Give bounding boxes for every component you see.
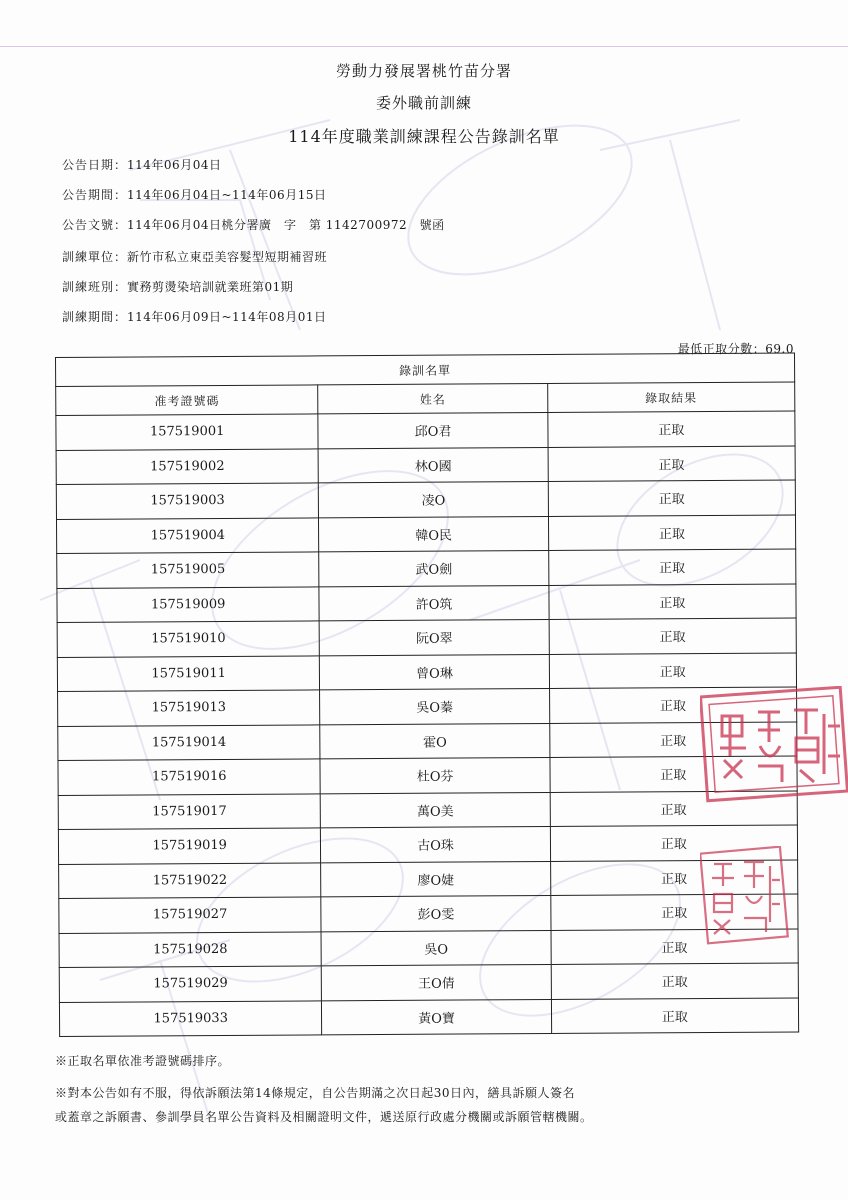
table-row [57, 583, 796, 622]
cell-name: 邱O君 [318, 412, 548, 448]
note-appeal-line-1: ※對本公告如有不服，得依訴願法第14條規定，自公告期滿之次日起30日內，繕具訴願人簽名 [55, 1086, 576, 1100]
admission-list-table [55, 352, 799, 1037]
cell-exam-number: 157519003 [56, 483, 319, 519]
announce-doc-number: 公告文號：114年06月04日桃分署廣 字 第 1142700972 號函 [62, 218, 445, 232]
table-row [56, 445, 795, 484]
cell-exam-number: 157519016 [58, 759, 321, 795]
agency-title: 勞動力發展署桃竹苗分署 [335, 62, 512, 80]
table-row [59, 859, 798, 898]
cell-exam-number: 157519028 [59, 931, 322, 967]
document-title: 114年度職業訓練課程公告錄訓名單 [288, 127, 560, 146]
table-row [59, 963, 798, 1002]
cell-result: 正取 [549, 687, 796, 723]
cell-result: 正取 [550, 825, 797, 861]
cell-result: 正取 [549, 618, 796, 654]
cell-result: 正取 [548, 514, 795, 550]
cell-name: 霍O [320, 723, 550, 759]
announce-period: 公告期間：114年06月04日~114年06月15日 [62, 188, 327, 202]
cell-name: 廖O婕 [321, 861, 551, 897]
cell-result: 正取 [550, 756, 797, 792]
min-admission-score: 最低正取分數：69.0 [677, 342, 794, 356]
table-row [58, 756, 797, 795]
note-sort-order: ※正取名單依准考證號碼排序。 [55, 1054, 231, 1068]
cell-result: 正取 [550, 859, 797, 895]
col-header-exam-number: 准考證號碼 [56, 385, 319, 416]
cell-exam-number: 157519002 [56, 448, 319, 484]
cell-exam-number: 157519022 [59, 862, 322, 898]
announce-date: 公告日期：114年06月04日 [62, 158, 222, 172]
cell-result: 正取 [551, 928, 798, 964]
cell-exam-number: 157519010 [57, 621, 320, 657]
table-row [57, 652, 796, 691]
cell-name: 吳O蓁 [320, 688, 550, 724]
cell-result: 正取 [548, 480, 795, 516]
cell-name: 黃O寶 [322, 999, 552, 1035]
table-row [57, 618, 796, 657]
cell-name: 萬O美 [321, 792, 551, 828]
cell-name: 彭O雯 [321, 895, 551, 931]
note-appeal-line-2: 或蓋章之訴願書、參訓學員名單公告資料及相關證明文件，遞送原行政處分機關或訴願管轄機關。 [55, 1110, 593, 1124]
table-caption-row [56, 353, 795, 387]
cell-exam-number: 157519013 [58, 690, 321, 726]
cell-result: 正取 [548, 549, 795, 585]
cell-exam-number: 157519004 [56, 517, 319, 553]
table-header-row [56, 382, 795, 416]
cell-exam-number: 157519033 [59, 1000, 322, 1036]
table-row [56, 411, 795, 450]
table-row [59, 997, 798, 1036]
cell-name: 許O筑 [319, 585, 549, 621]
cell-result: 正取 [551, 894, 798, 930]
col-header-name: 姓名 [318, 383, 547, 413]
cell-exam-number: 157519017 [58, 793, 321, 829]
table-row [58, 721, 797, 760]
cell-exam-number: 157519009 [57, 586, 320, 622]
table-row [56, 480, 795, 519]
cell-name: 吳O [321, 930, 551, 966]
training-unit: 訓練單位：新竹市私立東亞美容髮型短期補習班 [62, 250, 328, 264]
cell-exam-number: 157519019 [58, 828, 321, 864]
table-caption: 錄訓名單 [56, 353, 795, 387]
cell-name: 武O劍 [319, 550, 549, 586]
cell-result: 正取 [548, 445, 795, 481]
cell-result: 正取 [549, 583, 796, 619]
table-body [56, 411, 799, 1037]
cell-result: 正取 [550, 790, 797, 826]
cell-exam-number: 157519014 [58, 724, 321, 760]
cell-exam-number: 157519029 [59, 966, 322, 1002]
cell-name: 古O珠 [321, 826, 551, 862]
cell-result: 正取 [549, 652, 796, 688]
cell-name: 凌O [319, 481, 549, 517]
cell-name: 阮O翠 [320, 619, 550, 655]
cell-exam-number: 157519005 [57, 552, 320, 588]
cell-exam-number: 157519011 [57, 655, 320, 691]
cell-exam-number: 157519001 [56, 414, 319, 450]
cell-name: 韓O民 [319, 516, 549, 552]
table-row [58, 825, 797, 864]
cell-name: 王O倩 [322, 964, 552, 1000]
cell-result: 正取 [548, 411, 795, 447]
table-row [58, 687, 797, 726]
table-row [56, 514, 795, 553]
training-period: 訓練期間：114年06月09日~114年08月01日 [62, 310, 327, 324]
cell-result: 正取 [549, 721, 796, 757]
cell-exam-number: 157519027 [59, 897, 322, 933]
training-class: 訓練班別：實務剪燙染培訓就業班第01期 [62, 280, 294, 294]
top-border-line [0, 46, 848, 47]
cell-result: 正取 [551, 997, 798, 1033]
table-row [59, 928, 798, 967]
cell-result: 正取 [551, 963, 798, 999]
col-header-result: 錄取結果 [547, 382, 794, 413]
table-row [59, 894, 798, 933]
table-row [58, 790, 797, 829]
table-row [57, 549, 796, 588]
cell-name: 杜O芬 [320, 757, 550, 793]
program-title: 委外職前訓練 [375, 94, 472, 112]
cell-name: 曾O琳 [320, 654, 550, 690]
cell-name: 林O國 [318, 447, 548, 483]
